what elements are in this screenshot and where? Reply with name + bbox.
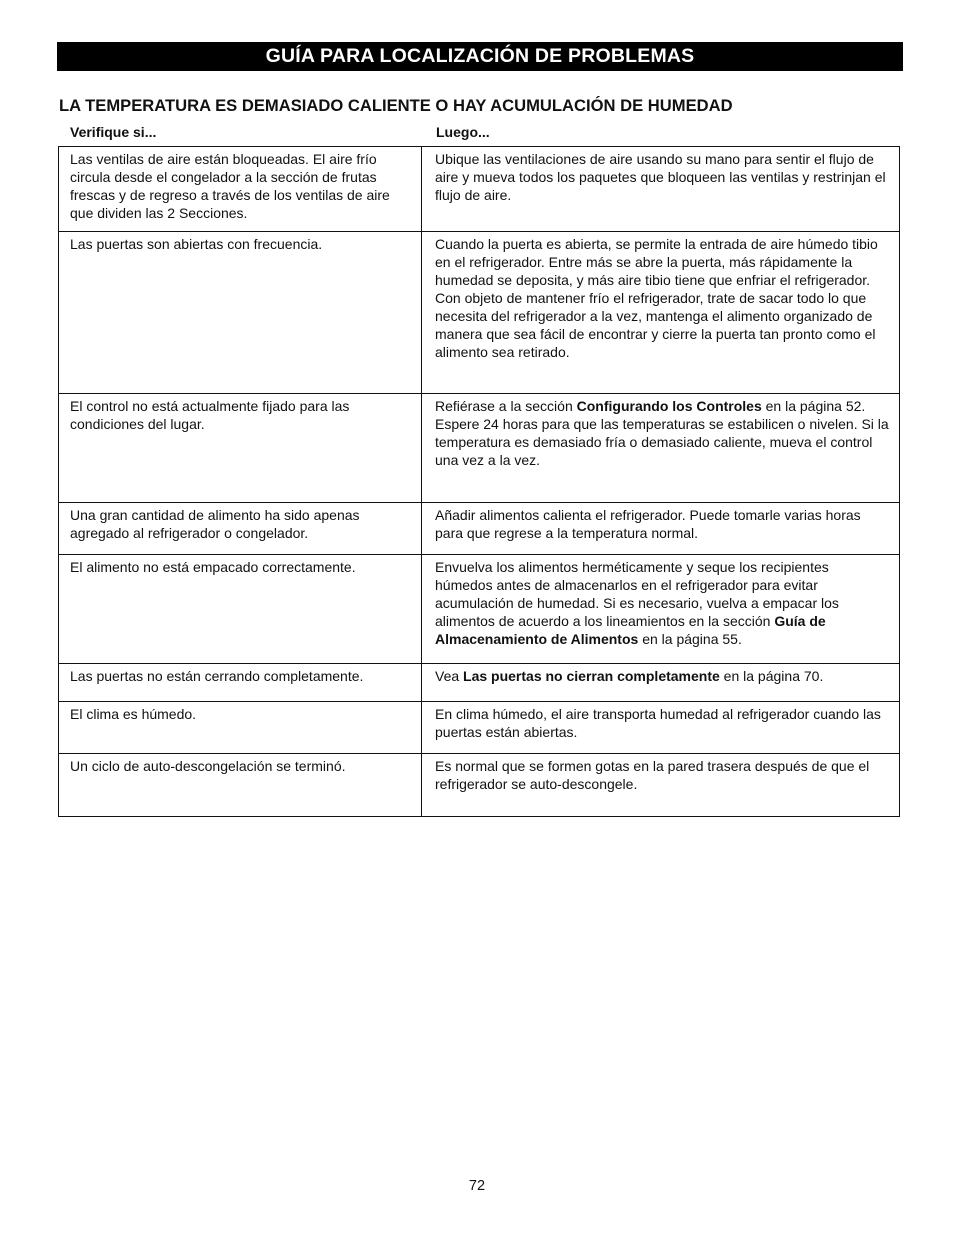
check-cell: Las puertas no están cerrando completamente.: [59, 664, 422, 702]
action-cell: [422, 394, 900, 503]
action-cell: [422, 555, 900, 664]
action-text: Espere 24 horas para que las temperaturas se estabilicen o nivelen. Si la temperatura es demasiado fría o demasiado caliente, mueva el control una vez a la vez.: [435, 416, 889, 468]
action-text: Envuelva los alimentos herméticamente y seque los recipientes húmedos antes de almacenarlos en el refrigerador para evitar acumulación de humedad. Si es necesario, vuelva a empacar los alimentos de acuerdo a los lineamientos en la sección: [435, 559, 839, 629]
table-row: [59, 702, 900, 754]
section-reference: Configurando los Controles: [576, 398, 762, 414]
action-cell: Añadir alimentos calienta el refrigerador. Puede tomarle varias horas para que regrese a la temperatura normal.: [422, 503, 900, 555]
action-text: en la página 70.: [719, 668, 824, 684]
table-row: [59, 555, 900, 664]
page-banner-title: GUÍA PARA LOCALIZACIÓN DE PROBLEMAS: [57, 42, 903, 71]
check-cell: Una gran cantidad de alimento ha sido apenas agregado al refrigerador o congelador.: [59, 503, 422, 555]
table-row: [59, 147, 900, 232]
column-header-then: Luego...: [436, 124, 490, 140]
action-cell: [422, 664, 900, 702]
action-cell: Cuando la puerta es abierta, se permite la entrada de aire húmedo tibio en el refrigerador. Entre más se abre la puerta, más rápidamente la humedad se deposita, y más aire tibio tiene que enfriar el refrigerador. Con objeto de mantener frío el refrigerador, trate de sacar todo lo que necesita del refrigerador a la vez, mantenga el alimento organizado de manera que sea fácil de encontrar y cierre la puerta tan pronto como el alimento sea retirado.: [422, 232, 900, 394]
action-text: en la página 52.: [761, 398, 866, 414]
check-cell: Un ciclo de auto-descongelación se terminó.: [59, 754, 422, 817]
section-reference: Las puertas no cierran completamente: [463, 668, 720, 684]
action-cell: Ubique las ventilaciones de aire usando su mano para sentir el flujo de aire y mueva todos los paquetes que bloqueen las ventilas y restrinjan el flujo de aire.: [422, 147, 900, 232]
action-text: Vea: [435, 668, 464, 684]
section-title: LA TEMPERATURA ES DEMASIADO CALIENTE O HAY ACUMULACIÓN DE HUMEDAD: [59, 96, 733, 115]
check-cell: El clima es húmedo.: [59, 702, 422, 754]
column-header-check: Verifique si...: [70, 124, 157, 140]
check-cell: Las puertas son abiertas con frecuencia.: [59, 232, 422, 394]
action-cell: En clima húmedo, el aire transporta humedad al refrigerador cuando las puertas están abiertas.: [422, 702, 900, 754]
table-row: [59, 503, 900, 555]
table-row: [59, 664, 900, 702]
table-row: [59, 232, 900, 394]
action-text: Refiérase a la sección: [435, 398, 577, 414]
action-text: en la página 55.: [638, 631, 742, 647]
troubleshooting-table: [58, 146, 900, 817]
check-cell: El control no está actualmente fijado para las condiciones del lugar.: [59, 394, 422, 503]
table-row: [59, 394, 900, 503]
check-cell: El alimento no está empacado correctamente.: [59, 555, 422, 664]
action-cell: Es normal que se formen gotas en la pared trasera después de que el refrigerador se auto-descongele.: [422, 754, 900, 817]
check-cell: Las ventilas de aire están bloqueadas. El aire frío circula desde el congelador a la sección de frutas frescas y de regreso a través de los ventilas de aire que dividen las 2 Secciones.: [59, 147, 422, 232]
table-row: [59, 754, 900, 817]
section-reference: Guía de Almacenamiento de Alimentos: [435, 613, 826, 647]
page-number: 72: [468, 1178, 486, 1194]
